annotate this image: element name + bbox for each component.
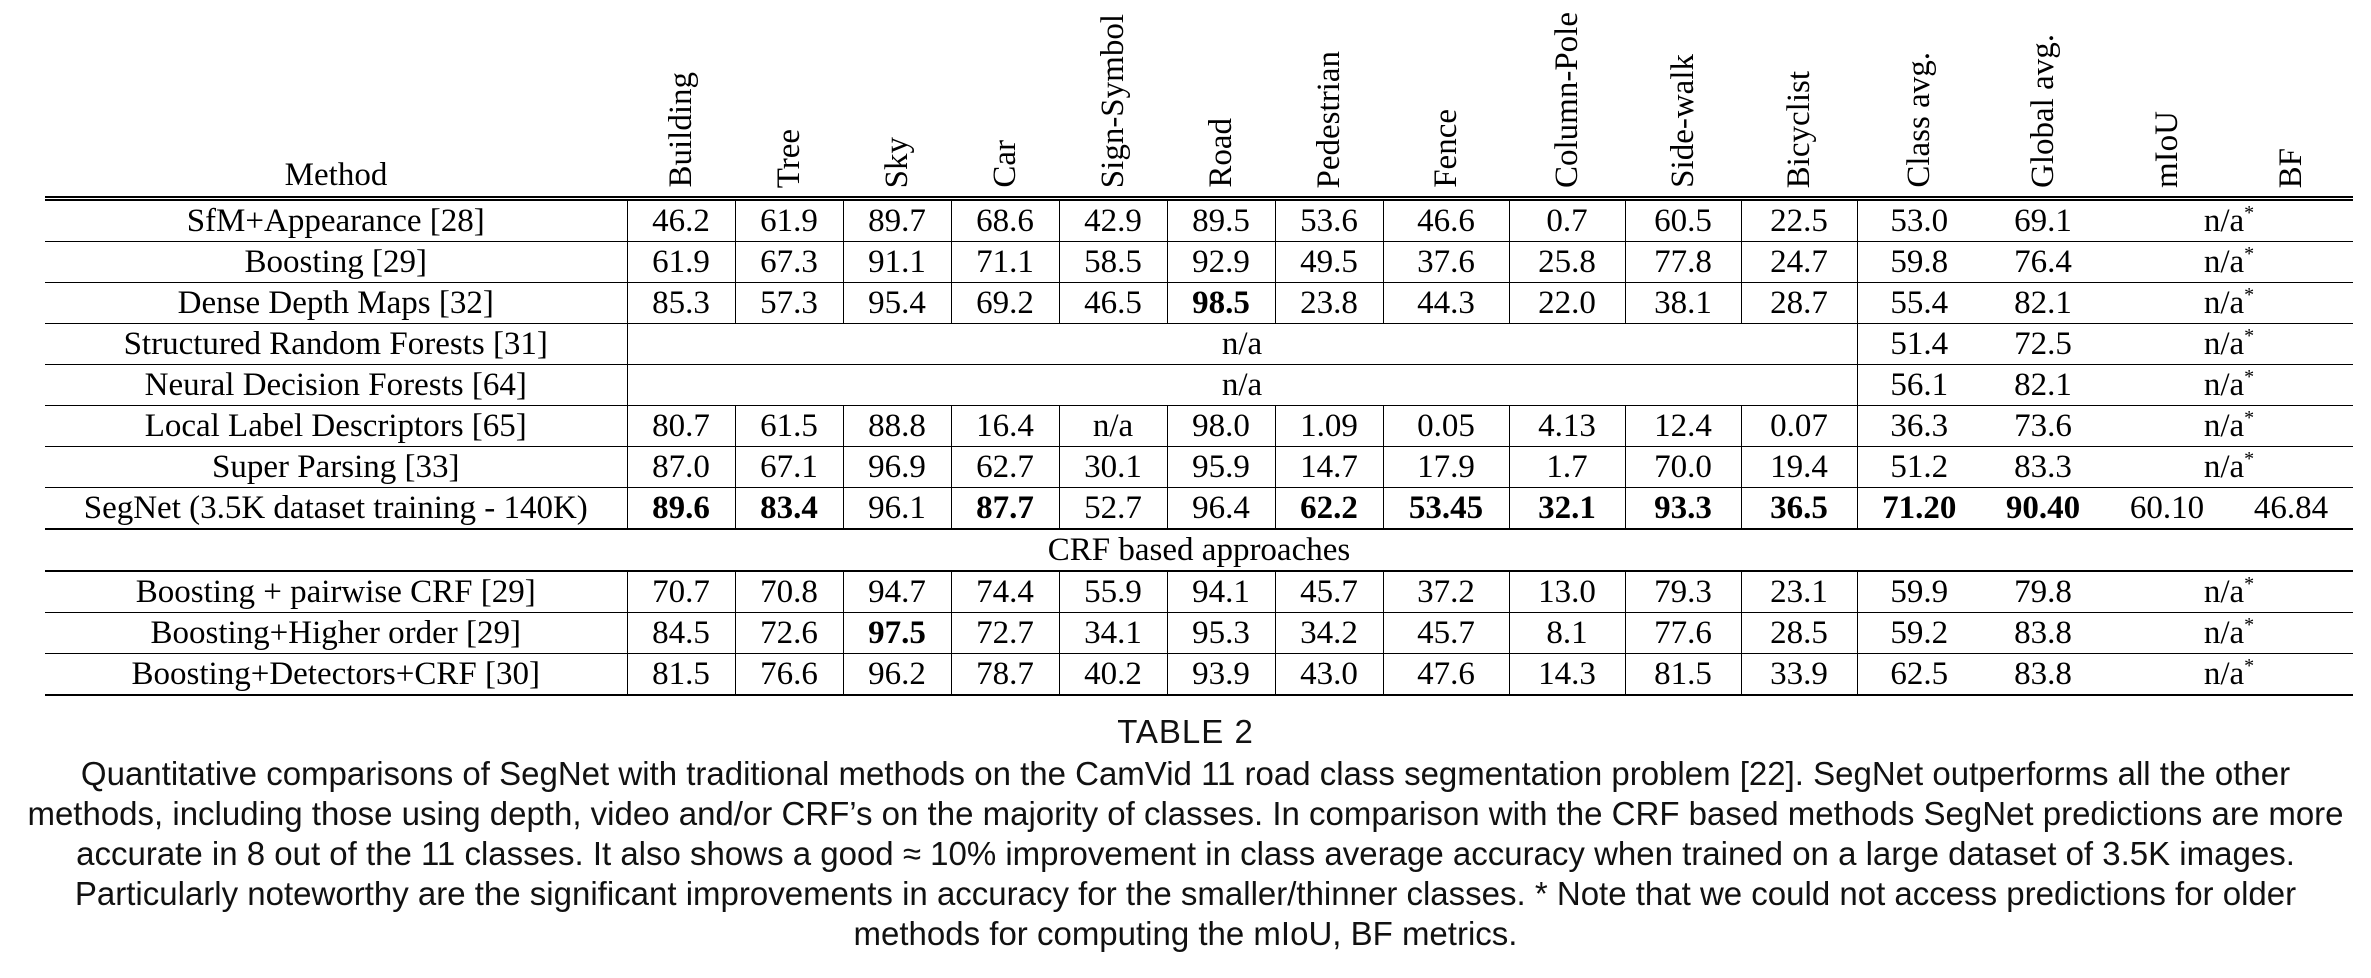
class-accuracy-cell: 76.6 bbox=[735, 654, 843, 696]
class-avg-cell: 71.20 bbox=[1857, 488, 1981, 530]
global-avg-cell: 69.1 bbox=[1981, 199, 2105, 242]
table-row bbox=[45, 654, 2353, 696]
column-header bbox=[1383, 8, 1509, 199]
global-avg-cell: 82.1 bbox=[1981, 365, 2105, 406]
class-accuracy-cell: 62.2 bbox=[1275, 488, 1383, 530]
class-accuracy-cell: 79.3 bbox=[1625, 571, 1741, 613]
column-header bbox=[1167, 8, 1275, 199]
spanned-na-cell: n/a bbox=[627, 365, 1857, 406]
miou-cell: 60.10 bbox=[2105, 488, 2229, 530]
class-accuracy-cell: 53.6 bbox=[1275, 199, 1383, 242]
table-row bbox=[45, 283, 2353, 324]
class-accuracy-cell: 57.3 bbox=[735, 283, 843, 324]
class-accuracy-cell: 34.1 bbox=[1059, 613, 1167, 654]
class-accuracy-cell: 68.6 bbox=[951, 199, 1059, 242]
class-accuracy-cell: 77.6 bbox=[1625, 613, 1741, 654]
column-header-label: Sign-Symbol bbox=[1095, 13, 1131, 188]
class-accuracy-cell: 72.6 bbox=[735, 613, 843, 654]
method-cell: Neural Decision Forests [64] bbox=[45, 365, 627, 406]
class-accuracy-cell: 62.7 bbox=[951, 447, 1059, 488]
class-accuracy-cell: 46.6 bbox=[1383, 199, 1509, 242]
class-accuracy-cell: 93.9 bbox=[1167, 654, 1275, 696]
miou-bf-na-cell bbox=[2105, 571, 2353, 613]
header-row bbox=[45, 8, 2353, 199]
method-cell: Local Label Descriptors [65] bbox=[45, 406, 627, 447]
class-avg-cell: 56.1 bbox=[1857, 365, 1981, 406]
class-accuracy-cell: 28.5 bbox=[1741, 613, 1857, 654]
column-header bbox=[1741, 8, 1857, 199]
class-accuracy-cell: 74.4 bbox=[951, 571, 1059, 613]
table-row bbox=[45, 613, 2353, 654]
class-accuracy-cell: 72.7 bbox=[951, 613, 1059, 654]
class-accuracy-cell: 98.5 bbox=[1167, 283, 1275, 324]
asterisk-footnote: * bbox=[2244, 573, 2255, 595]
method-cell: Super Parsing [33] bbox=[45, 447, 627, 488]
class-accuracy-cell: 46.2 bbox=[627, 199, 735, 242]
table-caption bbox=[0, 712, 2371, 954]
class-accuracy-cell: 14.3 bbox=[1509, 654, 1625, 696]
class-accuracy-cell: 23.8 bbox=[1275, 283, 1383, 324]
class-accuracy-cell: 61.9 bbox=[627, 242, 735, 283]
asterisk-footnote: * bbox=[2244, 284, 2255, 306]
table-row bbox=[45, 447, 2353, 488]
class-accuracy-cell: 96.1 bbox=[843, 488, 951, 530]
na-text: n/a bbox=[2203, 367, 2245, 403]
column-header bbox=[1857, 8, 1981, 199]
class-accuracy-cell: 87.0 bbox=[627, 447, 735, 488]
class-accuracy-cell: 67.3 bbox=[735, 242, 843, 283]
class-accuracy-cell: 42.9 bbox=[1059, 199, 1167, 242]
na-text: n/a bbox=[2203, 244, 2245, 280]
method-cell: Boosting [29] bbox=[45, 242, 627, 283]
class-accuracy-cell: 47.6 bbox=[1383, 654, 1509, 696]
column-header-label: BF bbox=[2273, 147, 2309, 188]
na-text: n/a bbox=[2203, 449, 2245, 485]
method-cell: SfM+Appearance [28] bbox=[45, 199, 627, 242]
miou-bf-na-cell bbox=[2105, 447, 2353, 488]
column-header bbox=[735, 8, 843, 199]
class-accuracy-cell: 83.4 bbox=[735, 488, 843, 530]
column-header-label: Tree bbox=[771, 128, 807, 188]
class-accuracy-cell: 32.1 bbox=[1509, 488, 1625, 530]
column-header bbox=[1625, 8, 1741, 199]
method-cell: Boosting+Detectors+CRF [30] bbox=[45, 654, 627, 696]
class-accuracy-cell: 40.2 bbox=[1059, 654, 1167, 696]
bf-cell: 46.84 bbox=[2229, 488, 2353, 530]
class-accuracy-cell: 0.7 bbox=[1509, 199, 1625, 242]
class-accuracy-cell: 89.5 bbox=[1167, 199, 1275, 242]
spanned-na-cell: n/a bbox=[627, 324, 1857, 365]
class-avg-cell: 59.8 bbox=[1857, 242, 1981, 283]
na-text: n/a bbox=[2203, 203, 2245, 239]
class-avg-cell: 53.0 bbox=[1857, 199, 1981, 242]
class-avg-cell: 36.3 bbox=[1857, 406, 1981, 447]
miou-bf-na-cell bbox=[2105, 242, 2353, 283]
class-accuracy-cell: 53.45 bbox=[1383, 488, 1509, 530]
class-accuracy-cell: 84.5 bbox=[627, 613, 735, 654]
asterisk-footnote: * bbox=[2244, 202, 2255, 224]
column-header bbox=[1275, 8, 1383, 199]
column-header bbox=[843, 8, 951, 199]
global-avg-cell: 83.8 bbox=[1981, 654, 2105, 696]
miou-bf-na-cell bbox=[2105, 283, 2353, 324]
class-accuracy-cell: 60.5 bbox=[1625, 199, 1741, 242]
class-accuracy-cell: 12.4 bbox=[1625, 406, 1741, 447]
column-header-label: Global avg. bbox=[2025, 34, 2061, 188]
class-accuracy-cell: 13.0 bbox=[1509, 571, 1625, 613]
column-header bbox=[2229, 8, 2353, 199]
class-accuracy-cell: 96.9 bbox=[843, 447, 951, 488]
table-row bbox=[45, 199, 2353, 242]
global-avg-cell: 79.8 bbox=[1981, 571, 2105, 613]
class-accuracy-cell: 97.5 bbox=[843, 613, 951, 654]
column-header-label: Building bbox=[663, 72, 699, 188]
caption-body: Quantitative comparisons of SegNet with traditional methods on the CamVid 11 road class segmentation problem [22]. SegNet outperforms all the other methods, including those using depth, video and/or CRF’s on the majority of classes. In comparison with the CRF based methods SegNet predictions are more accurate in 8 out of the 11 classes. It also shows a good ≈ 10% improvement in class average accuracy when trained on a large dataset of 3.5K images. Particularly noteworthy are the significant improvements in accuracy for the smaller/thinner classes. * Note that we could not access predictions for older methods for computing the mIoU, BF metrics. bbox=[27, 755, 2344, 952]
column-header bbox=[627, 8, 735, 199]
column-header bbox=[1981, 8, 2105, 199]
class-accuracy-cell: 55.9 bbox=[1059, 571, 1167, 613]
table-row bbox=[45, 406, 2353, 447]
class-accuracy-cell: 1.7 bbox=[1509, 447, 1625, 488]
miou-bf-na-cell bbox=[2105, 406, 2353, 447]
table-row bbox=[45, 324, 2353, 365]
column-header-label: Sky bbox=[879, 136, 915, 188]
asterisk-footnote: * bbox=[2244, 407, 2255, 429]
column-header bbox=[1509, 8, 1625, 199]
class-avg-cell: 59.9 bbox=[1857, 571, 1981, 613]
class-accuracy-cell: 95.4 bbox=[843, 283, 951, 324]
class-accuracy-cell: 67.1 bbox=[735, 447, 843, 488]
column-header bbox=[2105, 8, 2229, 199]
class-accuracy-cell: 77.8 bbox=[1625, 242, 1741, 283]
class-accuracy-cell: 95.3 bbox=[1167, 613, 1275, 654]
global-avg-cell: 76.4 bbox=[1981, 242, 2105, 283]
na-text: n/a bbox=[2203, 408, 2245, 444]
column-header bbox=[951, 8, 1059, 199]
class-accuracy-cell: 19.4 bbox=[1741, 447, 1857, 488]
global-avg-cell: 83.8 bbox=[1981, 613, 2105, 654]
class-accuracy-cell: 25.8 bbox=[1509, 242, 1625, 283]
miou-bf-na-cell bbox=[2105, 654, 2353, 696]
miou-bf-na-cell bbox=[2105, 199, 2353, 242]
miou-bf-na-cell bbox=[2105, 365, 2353, 406]
asterisk-footnote: * bbox=[2244, 243, 2255, 265]
class-accuracy-cell: 98.0 bbox=[1167, 406, 1275, 447]
column-header-label: Pedestrian bbox=[1311, 50, 1347, 188]
global-avg-cell: 73.6 bbox=[1981, 406, 2105, 447]
class-accuracy-cell: 85.3 bbox=[627, 283, 735, 324]
table-row bbox=[45, 365, 2353, 406]
global-avg-cell: 72.5 bbox=[1981, 324, 2105, 365]
column-header bbox=[1059, 8, 1167, 199]
column-header-label: Fence bbox=[1428, 109, 1464, 188]
class-accuracy-cell: 91.1 bbox=[843, 242, 951, 283]
asterisk-footnote: * bbox=[2244, 366, 2255, 388]
class-accuracy-cell: 61.9 bbox=[735, 199, 843, 242]
table-row bbox=[45, 242, 2353, 283]
na-text: n/a bbox=[2203, 656, 2245, 692]
class-accuracy-cell: 87.7 bbox=[951, 488, 1059, 530]
class-avg-cell: 51.4 bbox=[1857, 324, 1981, 365]
class-accuracy-cell: 24.7 bbox=[1741, 242, 1857, 283]
class-accuracy-cell: 36.5 bbox=[1741, 488, 1857, 530]
class-accuracy-cell: 61.5 bbox=[735, 406, 843, 447]
class-accuracy-cell: 96.4 bbox=[1167, 488, 1275, 530]
class-accuracy-cell: 17.9 bbox=[1383, 447, 1509, 488]
miou-bf-na-cell bbox=[2105, 613, 2353, 654]
table-row bbox=[45, 488, 2353, 530]
results-table bbox=[45, 8, 2353, 696]
class-avg-cell: 55.4 bbox=[1857, 283, 1981, 324]
class-accuracy-cell: 78.7 bbox=[951, 654, 1059, 696]
class-accuracy-cell: 14.7 bbox=[1275, 447, 1383, 488]
class-accuracy-cell: 43.0 bbox=[1275, 654, 1383, 696]
class-accuracy-cell: 44.3 bbox=[1383, 283, 1509, 324]
class-accuracy-cell: 80.7 bbox=[627, 406, 735, 447]
class-accuracy-cell: 96.2 bbox=[843, 654, 951, 696]
class-accuracy-cell: 38.1 bbox=[1625, 283, 1741, 324]
method-cell: SegNet (3.5K dataset training - 140K) bbox=[45, 488, 627, 530]
miou-bf-na-cell bbox=[2105, 324, 2353, 365]
class-accuracy-cell: 92.9 bbox=[1167, 242, 1275, 283]
na-text: n/a bbox=[2203, 326, 2245, 362]
class-accuracy-cell: 89.6 bbox=[627, 488, 735, 530]
column-header-label: mIoU bbox=[2149, 111, 2185, 188]
column-header-label: Car bbox=[987, 140, 1023, 188]
class-accuracy-cell: 81.5 bbox=[1625, 654, 1741, 696]
class-accuracy-cell: 81.5 bbox=[627, 654, 735, 696]
asterisk-footnote: * bbox=[2244, 448, 2255, 470]
na-text: n/a bbox=[2203, 615, 2245, 651]
class-accuracy-cell: 33.9 bbox=[1741, 654, 1857, 696]
asterisk-footnote: * bbox=[2244, 325, 2255, 347]
class-accuracy-cell: 34.2 bbox=[1275, 613, 1383, 654]
class-accuracy-cell: 28.7 bbox=[1741, 283, 1857, 324]
class-accuracy-cell: 45.7 bbox=[1383, 613, 1509, 654]
class-accuracy-cell: 22.0 bbox=[1509, 283, 1625, 324]
class-accuracy-cell: 70.7 bbox=[627, 571, 735, 613]
class-accuracy-cell: 23.1 bbox=[1741, 571, 1857, 613]
method-cell: Structured Random Forests [31] bbox=[45, 324, 627, 365]
class-accuracy-cell: 4.13 bbox=[1509, 406, 1625, 447]
class-accuracy-cell: 46.5 bbox=[1059, 283, 1167, 324]
na-text: n/a bbox=[2203, 285, 2245, 321]
section-label: CRF based approaches bbox=[45, 529, 2353, 571]
class-accuracy-cell: 0.05 bbox=[1383, 406, 1509, 447]
class-accuracy-cell: 22.5 bbox=[1741, 199, 1857, 242]
class-accuracy-cell: n/a bbox=[1059, 406, 1167, 447]
column-header-label: Column-Pole bbox=[1549, 11, 1585, 188]
class-accuracy-cell: 93.3 bbox=[1625, 488, 1741, 530]
na-text: n/a bbox=[2203, 574, 2245, 610]
table-row bbox=[45, 571, 2353, 613]
class-accuracy-cell: 37.2 bbox=[1383, 571, 1509, 613]
class-accuracy-cell: 71.1 bbox=[951, 242, 1059, 283]
global-avg-cell: 83.3 bbox=[1981, 447, 2105, 488]
column-header-label: Class avg. bbox=[1901, 52, 1937, 188]
class-accuracy-cell: 95.9 bbox=[1167, 447, 1275, 488]
asterisk-footnote: * bbox=[2244, 655, 2255, 677]
class-accuracy-cell: 88.8 bbox=[843, 406, 951, 447]
class-accuracy-cell: 1.09 bbox=[1275, 406, 1383, 447]
class-accuracy-cell: 69.2 bbox=[951, 283, 1059, 324]
class-accuracy-cell: 94.1 bbox=[1167, 571, 1275, 613]
caption-title: TABLE 2 bbox=[1117, 713, 1254, 750]
class-accuracy-cell: 45.7 bbox=[1275, 571, 1383, 613]
class-accuracy-cell: 70.8 bbox=[735, 571, 843, 613]
class-accuracy-cell: 49.5 bbox=[1275, 242, 1383, 283]
class-accuracy-cell: 0.07 bbox=[1741, 406, 1857, 447]
class-accuracy-cell: 52.7 bbox=[1059, 488, 1167, 530]
class-accuracy-cell: 37.6 bbox=[1383, 242, 1509, 283]
method-cell: Dense Depth Maps [32] bbox=[45, 283, 627, 324]
class-accuracy-cell: 58.5 bbox=[1059, 242, 1167, 283]
class-avg-cell: 51.2 bbox=[1857, 447, 1981, 488]
class-accuracy-cell: 16.4 bbox=[951, 406, 1059, 447]
method-cell: Boosting+Higher order [29] bbox=[45, 613, 627, 654]
class-accuracy-cell: 89.7 bbox=[843, 199, 951, 242]
asterisk-footnote: * bbox=[2244, 614, 2255, 636]
column-header-label: Road bbox=[1203, 118, 1239, 188]
column-header-label: Side-walk bbox=[1665, 54, 1701, 188]
global-avg-cell: 90.40 bbox=[1981, 488, 2105, 530]
global-avg-cell: 82.1 bbox=[1981, 283, 2105, 324]
method-column-header: Method bbox=[284, 157, 388, 193]
table-body bbox=[45, 199, 2353, 696]
section-row bbox=[45, 529, 2353, 571]
class-accuracy-cell: 70.0 bbox=[1625, 447, 1741, 488]
class-accuracy-cell: 30.1 bbox=[1059, 447, 1167, 488]
class-accuracy-cell: 94.7 bbox=[843, 571, 951, 613]
class-accuracy-cell: 8.1 bbox=[1509, 613, 1625, 654]
method-cell: Boosting + pairwise CRF [29] bbox=[45, 571, 627, 613]
column-header-label: Bicyclist bbox=[1781, 70, 1817, 188]
class-avg-cell: 62.5 bbox=[1857, 654, 1981, 696]
class-avg-cell: 59.2 bbox=[1857, 613, 1981, 654]
